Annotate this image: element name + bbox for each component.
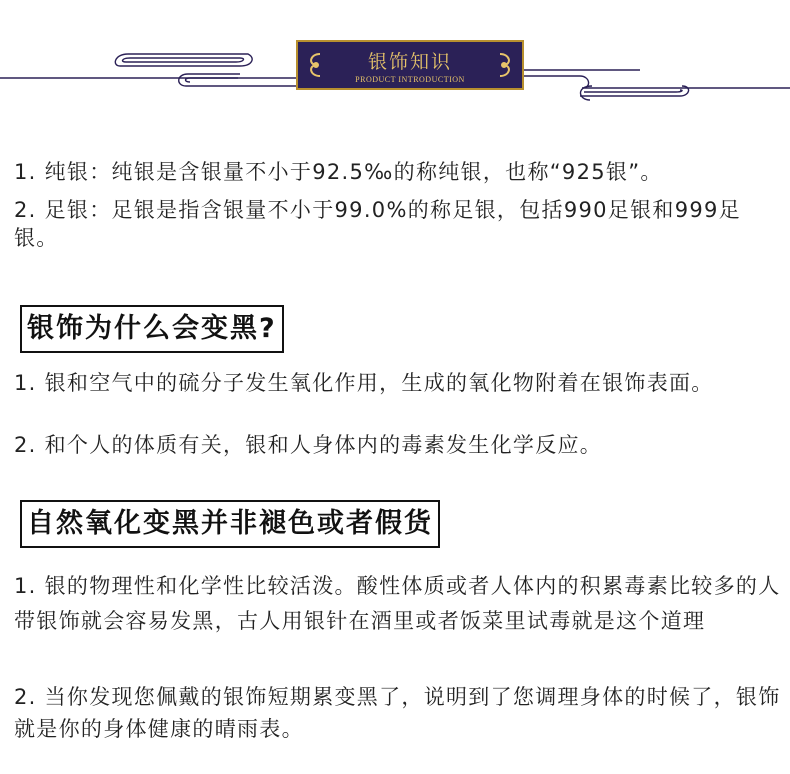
right-scroll-icon [496, 50, 516, 80]
left-scroll-icon [304, 50, 324, 80]
title-banner [296, 40, 524, 90]
section1-item-1: 1. 银和空气中的硫分子发生氧化作用，生成的氧化物附着在银饰表面。 [14, 371, 714, 395]
intro-item-2: 2. 足银：足银是指含银量不小于99.0%的称足银，包括990足银和999足银。 [14, 198, 741, 250]
banner-subtitle: PRODUCT INTRODUCTION [355, 75, 465, 84]
section-heading-oxidation: 自然氧化变黑并非褪色或者假货 [20, 500, 440, 548]
section1-item-2: 2. 和个人的体质有关，银和人身体内的毒素发生化学反应。 [14, 433, 603, 457]
section-heading-blackening: 银饰为什么会变黑? [20, 305, 284, 353]
intro-item-1: 1. 纯银：纯银是含银量不小于92.5‰的称纯银，也称“925银”。 [14, 160, 663, 184]
section2-item-2: 2. 当你发现您佩戴的银饰短期累变黑了，说明到了您调理身体的时候了，银饰就是你的身体健康的晴雨表。 [14, 685, 781, 741]
banner-title: 银饰知识 [367, 51, 452, 73]
section2-item-1: 1. 银的物理性和化学性比较活泼。酸性体质或者人体内的积累毒素比较多的人带银饰就会容易发黑，古人用银针在酒里或者饭菜里试毒就是这个道理 [14, 574, 781, 633]
